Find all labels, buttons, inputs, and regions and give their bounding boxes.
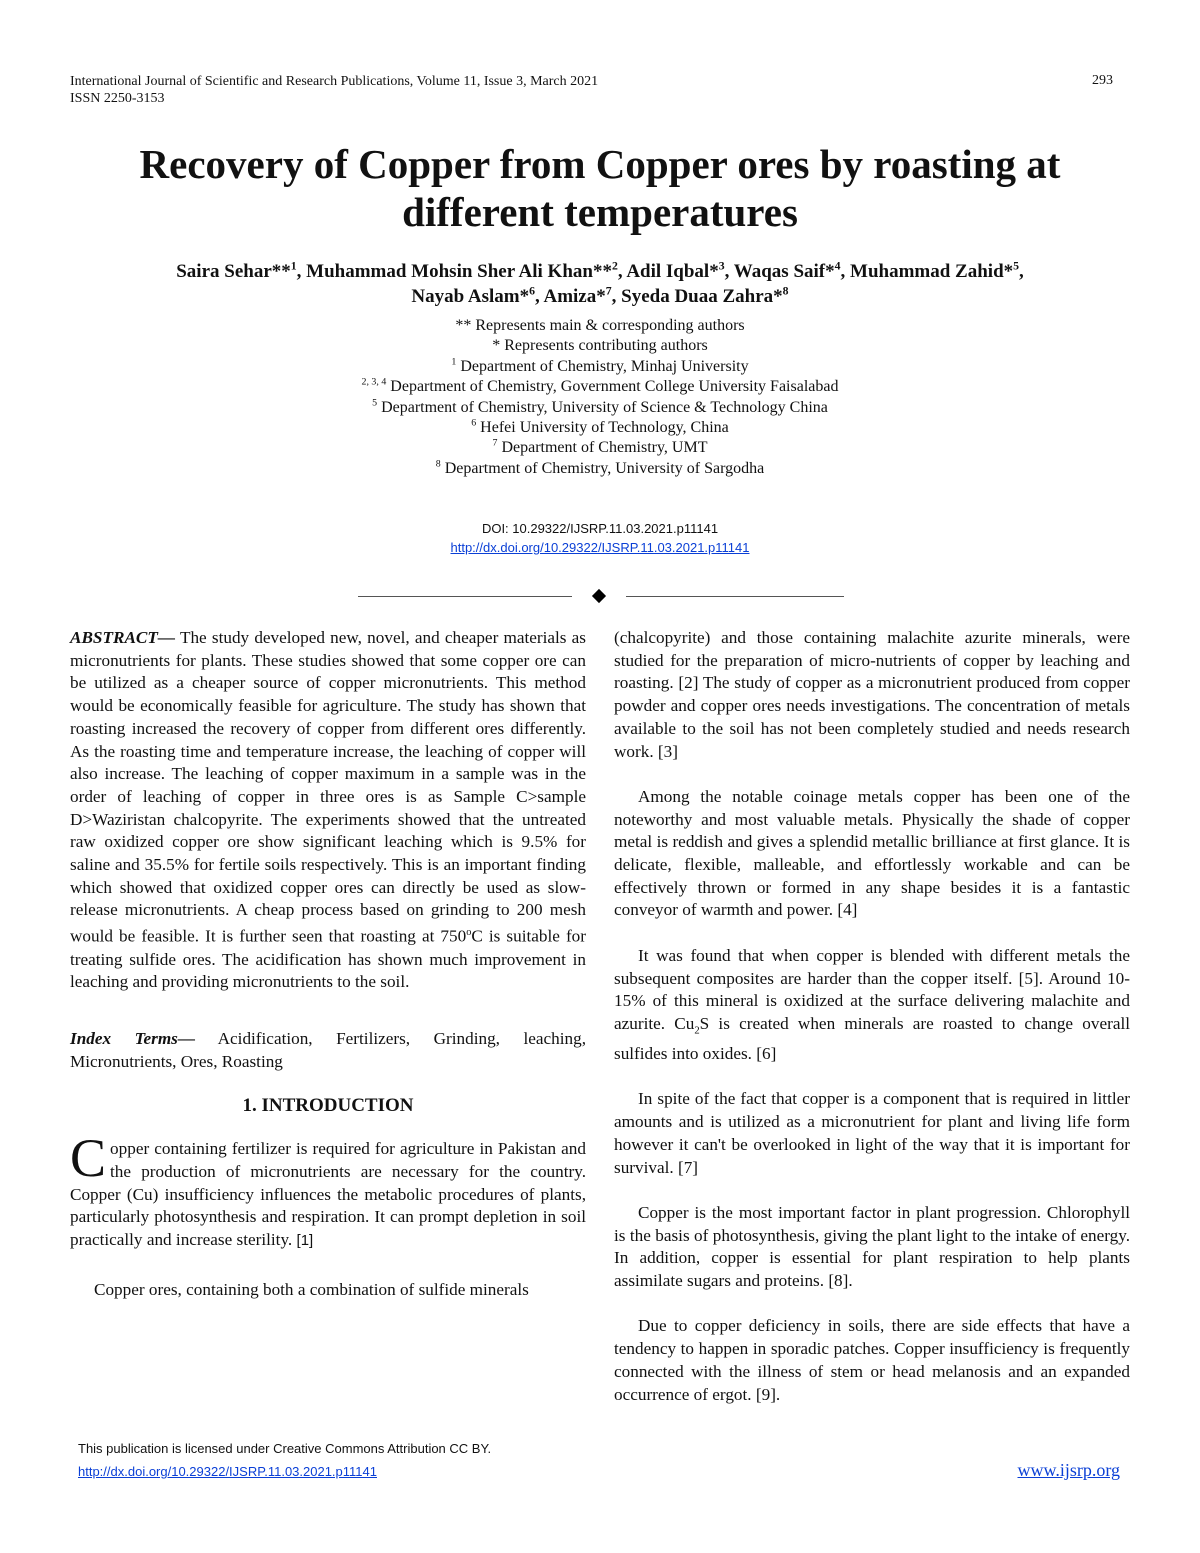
author-affil-sup: 7 [605,284,612,298]
affiliation-item: $^5$ Department of Chemistry, University of Science & Technology China [372,397,828,416]
author: Saira Sehar** [176,261,291,282]
author-separator: , [840,261,851,282]
title-line-1: Recovery of Copper from Copper ores by roasting at [139,141,1061,187]
affiliation-item: $^8$ Department of Chemistry, University of Sargodha [435,458,765,477]
diamond-icon [592,589,606,603]
drop-cap: C [70,1128,107,1189]
author-separator: , [535,286,544,307]
index-terms-label: Index Terms— [70,1028,196,1048]
author-affil-sup: 6 [529,284,536,298]
section-heading: 1. INTRODUCTION [242,1095,414,1117]
author: Adil Iqbal* [626,261,719,282]
footer-doi-link[interactable]: http://dx.doi.org/10.29322/IJSRP.11.03.2021.p11141 [78,1464,377,1479]
author-affil-sup: 5 [1013,259,1020,273]
author: Waqas Saif* [733,261,835,282]
page-number: 293 [1092,73,1113,88]
body-paragraph: It was found that when copper is blended with different metals the subsequent composites are harder than the copper itself. [5]. Around 10-15% of this mineral is oxidized at the surface delivering malachite and azurite. $Cu_2S$ is created when minerals are roasted to change overall sulfides into oxides. [6] [614,945,1130,1064]
author-line-2 [60,284,1140,309]
author-affil-sup: 3 [718,259,725,273]
body-paragraph: Due to copper deficiency in soils, there are side effects that have a tendency to happen in sporadic patches. Copper insufficiency is frequently connected with the illness of stem or head melanosis and an expanded occurrence of ergot. [9]. [614,1316,1130,1404]
author-separator: , [617,261,627,282]
affiliation-item: $^7$ Department of Chemistry, UMT [492,438,708,457]
affiliation-item: ** Represents main & corresponding authors [455,317,745,334]
citation: [1] [296,1231,314,1249]
title-line-2: different temperatures [402,189,798,235]
paper-title [60,140,1140,236]
body-paragraph: Among the notable coinage metals copper has been one of the noteworthy and most valuable metals. Physically the shade of copper metal is reddish and gives a splendid metallic brilliance at first glance. It is delicate, flexible, malleable, and effortlessly workable and can be effectively thrown or formed in any shape besides it is a fantastic conveyor of warmth and power. [4] [614,786,1130,920]
author-affil-sup: 8 [782,284,789,298]
right-column [614,627,1130,1406]
intro-paragraph: Copper containing fertilizer is required for agriculture in Pakistan and the production of micronutrients are necessary for the country. Copper (Cu) insufficiency influences the metabolic procedures of plants, particularly photosynthesis and respiration. It can prompt depletion in soil practically and increase sterility. [1] [70,1128,586,1249]
author-affil-sup: 4 [834,259,841,273]
author-separator: , [1019,261,1024,282]
author-affil-sup: 1 [290,259,297,273]
author: Nayab Aslam* [411,286,530,307]
intro-paragraph: Copper ores, containing both a combination of sulfide minerals [94,1279,529,1299]
body-paragraph: (chalcopyrite) and those containing malachite azurite minerals, were studied for the preparation of micro-nutrients of copper by leaching and roasting. [2] The study of copper as a micronutrient produced from copper powder and copper ores needs investigations. The concentration of metals available to the soil has not been completely studied and needs research work. [3] [614,628,1130,761]
author: Syeda Duaa Zahra* [621,286,783,307]
journal-site-link[interactable]: www.ijsrp.org [1017,1460,1120,1480]
author-separator: , [724,261,734,282]
left-column [70,627,586,1301]
author-list [60,259,1140,309]
divider-line-right [626,596,844,597]
affiliation-item: $^1$ Department of Chemistry, Minhaj University [451,356,749,375]
author-separator: , [296,261,307,282]
issn: ISSN 2250-3153 [70,91,165,106]
doi-link[interactable]: http://dx.doi.org/10.29322/IJSRP.11.03.2021.p11141 [450,540,750,555]
affiliation-item: $^{2, 3, 4}$ Department of Chemistry, Government College University Faisalabad [361,376,839,396]
section-divider [358,588,844,606]
author-affil-sup: 2 [611,259,618,273]
journal-header: International Journal of Scientific and Research Publications, Volume 11, Issue 3, March 2021 [70,74,599,89]
abstract: ABSTRACT— The study developed new, novel, and cheaper materials as micronutrients for plants. These studies showed that some copper ore can be utilized as a cheaper source of copper micronutrients. This method would be economically feasible for agriculture. The study has shown that roasting increased the recovery of copper from different ores differently. As the roasting time and temperature increase, the leaching of copper will also increase. The leaching of copper maximum in a sample was in the order of leaching of copper in three ores is as Sample C>sample D>Waziristan chalcopyrite. The experiments showed that the untreated raw oxidized copper ore show significant leaching which is 9.5% for saline and 35.5% for fertile soils respectively. This is an important finding which showed that oxidized copper ores can directly be used as slow-release micronutrients. A cheap process based on grinding to 200 mesh would be feasible. It is further seen that roasting at 750$^o$C is suitable for treating sulfide ores. The acidification has shown much improvement in leaching and providing micronutrients to the soil. [70,628,586,992]
doi-block [60,519,1140,557]
divider-line-left [358,596,572,597]
author: Amiza* [543,286,606,307]
license-note: This publication is licensed under Creative Commons Attribution CC BY. [78,1441,492,1456]
body-paragraph: Copper is the most important factor in plant progression. Chlorophyll is the basis of photosynthesis, giving the plant light to the intake of energy. In addition, copper is essential for plant respiration to help plants assimilate sugars and proteins. [8]. [614,1202,1130,1291]
author: Muhammad Mohsin Sher Ali Khan** [306,261,612,282]
abstract-label: ABSTRACT— [70,628,176,647]
author: Muhammad Zahid* [850,261,1014,282]
affiliation-item: * Represents contributing authors [492,337,708,355]
author-separator: , [611,286,622,307]
affiliation-list [60,316,1140,479]
index-terms: Index Terms— Acidification, Fertilizers, Grinding, leaching, Micronutrients, Ores, Roasting [70,1028,586,1071]
body-paragraph: In spite of the fact that copper is a component that is required in littler amounts and is utilized as a micronutrient for plant and living life form however it can't be overlooked in light of the way that it is important for survival. [7] [614,1089,1130,1177]
doi-label: DOI: 10.29322/IJSRP.11.03.2021.p11141 [481,521,719,536]
affiliation-item: $^6$ Hefei University of Technology, China [471,417,729,437]
author-line-1 [60,259,1140,284]
